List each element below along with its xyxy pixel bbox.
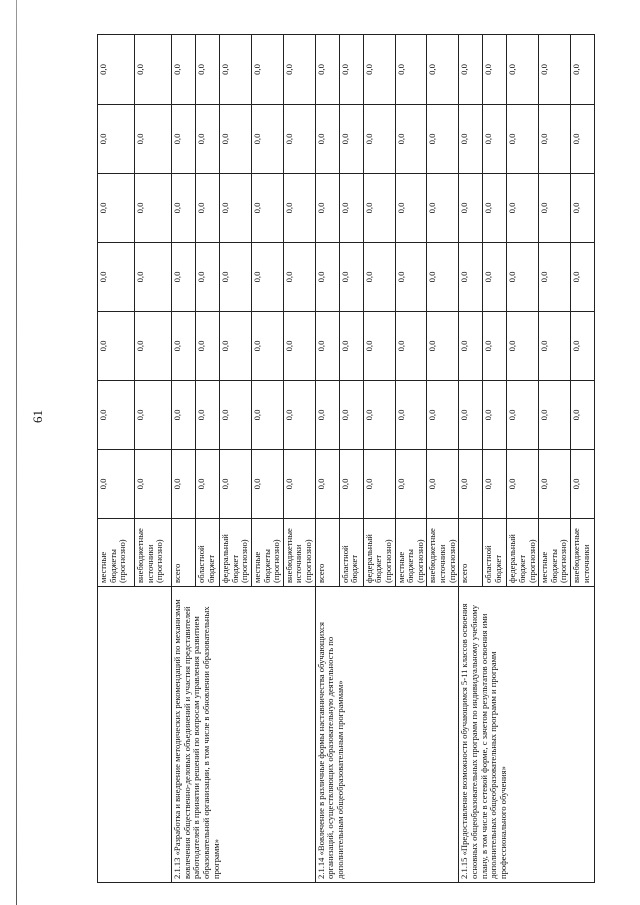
- value-cell: 0,0: [483, 381, 507, 450]
- value-cell: 0,0: [283, 35, 315, 105]
- value-cell: 0,0: [339, 450, 363, 519]
- table-row: [172, 35, 196, 883]
- value-cell: 0,0: [571, 243, 595, 312]
- value-cell: 0,0: [483, 243, 507, 312]
- value-cell: 0,0: [427, 381, 459, 450]
- value-cell: 0,0: [220, 105, 252, 174]
- value-cell: 0,0: [459, 174, 483, 243]
- value-cell: 0,0: [283, 243, 315, 312]
- value-cell: 0,0: [507, 35, 539, 105]
- value-cell: 0,0: [315, 105, 339, 174]
- value-cell: 0,0: [507, 312, 539, 381]
- value-cell: 0,0: [172, 243, 196, 312]
- rotated-table-wrapper: [97, 35, 591, 883]
- value-cell: 0,0: [339, 174, 363, 243]
- value-cell: 0,0: [427, 105, 459, 174]
- value-cell: 0,0: [507, 105, 539, 174]
- value-cell: 0,0: [339, 312, 363, 381]
- value-cell: 0,0: [459, 35, 483, 105]
- value-cell: 0,0: [135, 105, 172, 174]
- value-cell: 0,0: [172, 105, 196, 174]
- source-cell: внебюджетные источники (прогнозно): [427, 519, 459, 587]
- value-cell: 0,0: [395, 174, 427, 243]
- source-cell: федеральный бюджет (прогнозно): [363, 519, 395, 587]
- value-cell: 0,0: [172, 312, 196, 381]
- value-cell: 0,0: [172, 35, 196, 105]
- source-cell: всего: [172, 519, 196, 587]
- value-cell: 0,0: [571, 105, 595, 174]
- value-cell: 0,0: [315, 35, 339, 105]
- source-cell: областной бюджет: [196, 519, 220, 587]
- value-cell: 0,0: [427, 450, 459, 519]
- value-cell: 0,0: [539, 105, 571, 174]
- source-cell: федеральный бюджет (прогнозно): [220, 519, 252, 587]
- value-cell: 0,0: [363, 243, 395, 312]
- value-cell: 0,0: [98, 174, 135, 243]
- source-cell: местные бюджеты (прогнозно): [98, 519, 135, 587]
- value-cell: 0,0: [172, 381, 196, 450]
- value-cell: 0,0: [395, 105, 427, 174]
- source-cell: областной бюджет: [483, 519, 507, 587]
- value-cell: 0,0: [571, 312, 595, 381]
- event-cell: 2.1.13 «Разработка и внедрение методических рекомендаций по механизмам вовлечения общественно-деловых объединений и участия представителей работодателей в принятии решений по вопросам управления развитием образовательной организации, в том числе в обновлении образовательных программ»: [172, 587, 316, 883]
- source-cell: внебюджетные источники (прогнозно): [283, 519, 315, 587]
- page-number: 61: [30, 410, 45, 423]
- value-cell: 0,0: [315, 174, 339, 243]
- scan-edge: [16, 0, 17, 905]
- value-cell: 0,0: [483, 174, 507, 243]
- value-cell: 0,0: [196, 35, 220, 105]
- table-row: [315, 35, 339, 883]
- value-cell: 0,0: [571, 174, 595, 243]
- value-cell: 0,0: [363, 450, 395, 519]
- source-cell: всего: [315, 519, 339, 587]
- value-cell: 0,0: [339, 243, 363, 312]
- value-cell: 0,0: [507, 450, 539, 519]
- value-cell: 0,0: [571, 35, 595, 105]
- value-cell: 0,0: [196, 312, 220, 381]
- event-cell: 2.1.14 «Вовлечение в различные формы наставничества обучающихся организаций, осуществляющих образовательную деятельность по дополнительным общеобразовательным программам»: [315, 587, 459, 883]
- value-cell: 0,0: [363, 105, 395, 174]
- value-cell: 0,0: [427, 35, 459, 105]
- value-cell: 0,0: [315, 243, 339, 312]
- value-cell: 0,0: [339, 35, 363, 105]
- value-cell: 0,0: [395, 381, 427, 450]
- value-cell: 0,0: [539, 381, 571, 450]
- table-row: [98, 35, 135, 883]
- value-cell: 0,0: [251, 381, 283, 450]
- value-cell: 0,0: [283, 450, 315, 519]
- value-cell: 0,0: [539, 450, 571, 519]
- value-cell: 0,0: [98, 381, 135, 450]
- source-cell: местные бюджеты (прогнозно): [251, 519, 283, 587]
- value-cell: 0,0: [220, 450, 252, 519]
- value-cell: 0,0: [483, 35, 507, 105]
- value-cell: 0,0: [135, 312, 172, 381]
- value-cell: 0,0: [539, 243, 571, 312]
- value-cell: 0,0: [283, 174, 315, 243]
- source-cell: всего: [459, 519, 483, 587]
- value-cell: 0,0: [507, 243, 539, 312]
- value-cell: 0,0: [507, 381, 539, 450]
- value-cell: 0,0: [459, 450, 483, 519]
- value-cell: 0,0: [339, 381, 363, 450]
- value-cell: 0,0: [315, 450, 339, 519]
- value-cell: 0,0: [483, 105, 507, 174]
- value-cell: 0,0: [251, 35, 283, 105]
- value-cell: 0,0: [395, 35, 427, 105]
- value-cell: 0,0: [459, 381, 483, 450]
- value-cell: 0,0: [135, 243, 172, 312]
- value-cell: 0,0: [135, 35, 172, 105]
- value-cell: 0,0: [283, 381, 315, 450]
- value-cell: 0,0: [98, 243, 135, 312]
- value-cell: 0,0: [196, 450, 220, 519]
- value-cell: 0,0: [251, 243, 283, 312]
- source-cell: местные бюджеты (прогнозно): [539, 519, 571, 587]
- value-cell: 0,0: [196, 105, 220, 174]
- value-cell: 0,0: [539, 312, 571, 381]
- event-cell: [98, 587, 172, 883]
- value-cell: 0,0: [220, 312, 252, 381]
- value-cell: 0,0: [459, 105, 483, 174]
- value-cell: 0,0: [172, 174, 196, 243]
- value-cell: 0,0: [135, 174, 172, 243]
- value-cell: 0,0: [571, 381, 595, 450]
- source-cell: федеральный бюджет (прогнозно): [507, 519, 539, 587]
- value-cell: 0,0: [220, 381, 252, 450]
- value-cell: 0,0: [395, 450, 427, 519]
- value-cell: 0,0: [459, 243, 483, 312]
- value-cell: 0,0: [196, 174, 220, 243]
- source-cell: внебюджетные источники (прогнозно): [135, 519, 172, 587]
- value-cell: 0,0: [395, 243, 427, 312]
- value-cell: 0,0: [172, 450, 196, 519]
- value-cell: 0,0: [98, 312, 135, 381]
- source-cell: внебюджетные источники: [571, 519, 595, 587]
- value-cell: 0,0: [483, 312, 507, 381]
- budget-table: [97, 34, 595, 883]
- table-row: [459, 35, 483, 883]
- value-cell: 0,0: [427, 174, 459, 243]
- value-cell: 0,0: [135, 381, 172, 450]
- value-cell: 0,0: [220, 174, 252, 243]
- value-cell: 0,0: [251, 105, 283, 174]
- event-cell: 2.1.15 «Предоставление возможности обучающимся 5-11 классов освоения основных общеобразовательных программ по индивидуальному учебному плану, в том числе в сетевой форме, с зачетом результатов освоения ими дополнительных общеобразовательных программ и программ профессионального обучения»: [459, 587, 595, 883]
- value-cell: 0,0: [98, 450, 135, 519]
- value-cell: 0,0: [251, 450, 283, 519]
- value-cell: 0,0: [283, 312, 315, 381]
- value-cell: 0,0: [220, 243, 252, 312]
- source-cell: областной бюджет: [339, 519, 363, 587]
- value-cell: 0,0: [98, 35, 135, 105]
- source-cell: местные бюджеты (прогнозно): [395, 519, 427, 587]
- value-cell: 0,0: [395, 312, 427, 381]
- value-cell: 0,0: [427, 312, 459, 381]
- value-cell: 0,0: [539, 35, 571, 105]
- value-cell: 0,0: [196, 381, 220, 450]
- value-cell: 0,0: [427, 243, 459, 312]
- value-cell: 0,0: [363, 381, 395, 450]
- value-cell: 0,0: [196, 243, 220, 312]
- value-cell: 0,0: [507, 174, 539, 243]
- value-cell: 0,0: [283, 105, 315, 174]
- value-cell: 0,0: [363, 35, 395, 105]
- value-cell: 0,0: [339, 105, 363, 174]
- value-cell: 0,0: [98, 105, 135, 174]
- value-cell: 0,0: [459, 312, 483, 381]
- value-cell: 0,0: [315, 381, 339, 450]
- value-cell: 0,0: [315, 312, 339, 381]
- value-cell: 0,0: [483, 450, 507, 519]
- value-cell: 0,0: [571, 450, 595, 519]
- value-cell: 0,0: [251, 312, 283, 381]
- value-cell: 0,0: [363, 174, 395, 243]
- value-cell: 0,0: [251, 174, 283, 243]
- value-cell: 0,0: [539, 174, 571, 243]
- value-cell: 0,0: [220, 35, 252, 105]
- value-cell: 0,0: [363, 312, 395, 381]
- value-cell: 0,0: [135, 450, 172, 519]
